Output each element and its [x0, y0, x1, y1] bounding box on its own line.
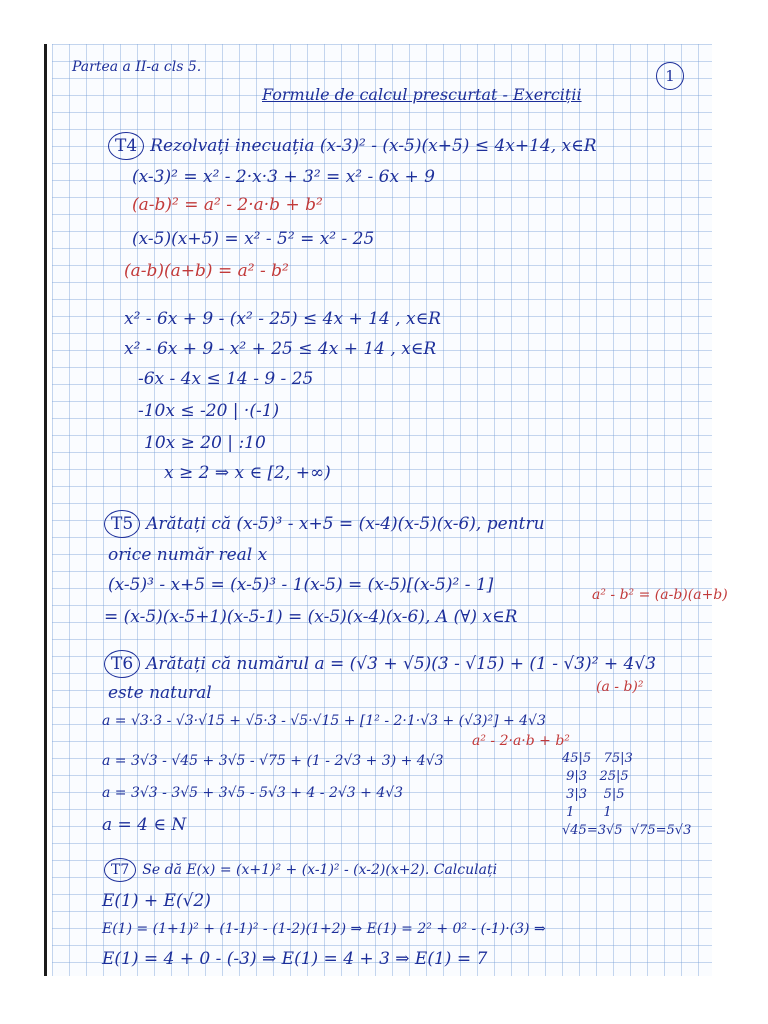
exercise-t6-statement: [104, 650, 656, 678]
math-line: (x-5)(x+5) = x² - 5² = x² - 25: [132, 229, 375, 249]
formula-note: (a-b)² = a² - 2·a·b + b²: [132, 195, 323, 215]
exercise-number-badge: T4: [108, 132, 144, 160]
math-line: x ≥ 2 ⇒ x ∈ [2, +∞): [164, 463, 331, 483]
math-line: (x-5)³ - x+5 = (x-5)³ - 1(x-5) = (x-5)[(x-5)² - 1]: [108, 575, 494, 595]
exercise-statement-text: Arătați că numărul a = (√3 + √5)(3 - √15) + (1 - √3)² + 4√3: [146, 654, 657, 674]
math-line: a = 4 ∈ N: [102, 815, 187, 835]
exercise-statement-cont: este natural: [108, 683, 212, 703]
math-line: a = √3·3 - √3·√15 + √5·3 - √5·√15 + [1² - 2·1·√3 + (√3)²] + 4√3: [102, 713, 546, 729]
exercise-statement-cont: orice număr real x: [108, 545, 268, 565]
page-title: Formule de calcul prescurtat - Exerciții: [262, 85, 582, 104]
math-line: a = 3√3 - √45 + 3√5 - √75 + (1 - 2√3 + 3) + 4√3: [102, 753, 444, 769]
exercise-statement-text: Rezolvați inecuația (x-3)² - (x-5)(x+5) ≤ 4x+14, x∈R: [150, 136, 597, 156]
math-line: x² - 6x + 9 - (x² - 25) ≤ 4x + 14 , x∈R: [124, 309, 441, 329]
formula-note: (a-b)(a+b) = a² - b²: [124, 261, 289, 281]
math-line: E(1) = (1+1)² + (1-1)² - (1-2)(1+2) ⇒ E(1) = 2² + 0² - (-1)·(3) ⇒: [102, 921, 546, 937]
math-line: (x-3)² = x² - 2·x·3 + 3² = x² - 6x + 9: [132, 167, 435, 187]
math-line: -10x ≤ -20 | ·(-1): [138, 401, 280, 421]
exercise-number-badge: T5: [104, 510, 140, 538]
exercise-statement-text: Se dă E(x) = (x+1)² + (x-1)² - (x-2)(x+2). Calculați: [142, 862, 498, 878]
header-tag: Partea a II-a cls 5.: [72, 59, 202, 75]
math-line: x² - 6x + 9 - x² + 25 ≤ 4x + 14 , x∈R: [124, 339, 437, 359]
formula-note: a² - 2·a·b + b²: [472, 733, 570, 749]
math-line: E(1) = 4 + 0 - (-3) ⇒ E(1) = 4 + 3 ⇒ E(1) = 7: [102, 949, 488, 969]
math-line: a = 3√3 - 3√5 + 3√5 - 5√3 + 4 - 2√3 + 4√3: [102, 785, 404, 801]
notebook-sheet: [52, 44, 728, 976]
formula-note: a² - b² = (a-b)(a+b): [592, 587, 728, 603]
exercise-number-badge: T7: [104, 858, 136, 882]
math-line: = (x-5)(x-5+1)(x-5-1) = (x-5)(x-4)(x-6), A (∀) x∈R: [104, 607, 518, 627]
exercise-statement-text: Arătați că (x-5)³ - x+5 = (x-4)(x-5)(x-6), pentru: [146, 514, 545, 534]
formula-note: (a - b)²: [596, 679, 644, 695]
math-line: 10x ≥ 20 | :10: [144, 433, 266, 453]
math-line: E(1) + E(√2): [102, 891, 211, 911]
exercise-t5-statement: [104, 510, 545, 538]
math-line: -6x - 4x ≤ 14 - 9 - 25: [138, 369, 314, 389]
exercise-number-badge: T6: [104, 650, 140, 678]
root-factorization-notes: 45|5 75|3 9|3 25|5 3|3 5|5 1 1 √45=3√5 √75=5√3: [562, 751, 692, 838]
page-number: 1: [656, 62, 684, 90]
notebook-margin-line: [44, 44, 47, 976]
exercise-t4-statement: [108, 132, 597, 160]
exercise-t7-statement: [104, 858, 497, 882]
